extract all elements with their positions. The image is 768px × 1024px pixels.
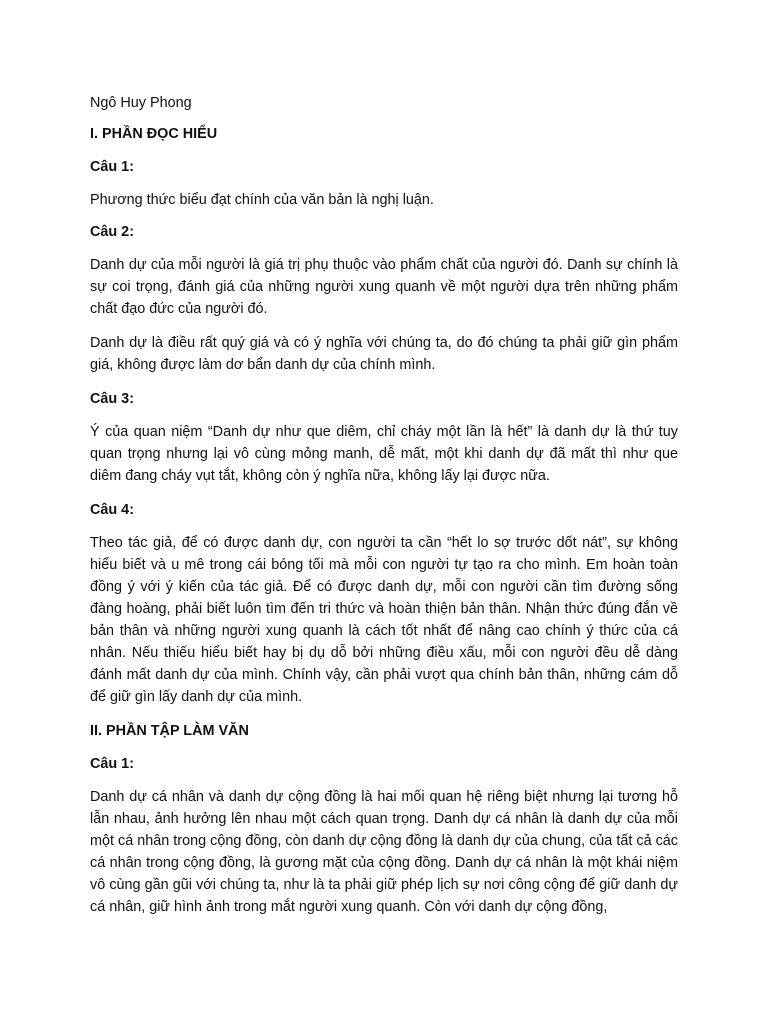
question-label: Câu 2: — [90, 224, 134, 240]
section-title-writing: II. PHẦN TẬP LÀM VĂN — [90, 723, 249, 739]
question-label: Câu 4: — [90, 502, 134, 518]
answer-paragraph: Danh dự là điều rất quý giá và có ý nghĩa với chúng ta, do đó chúng ta phải giữ gìn phẩm giá, không được làm dơ bẩn danh dự của chính mình. — [90, 335, 678, 373]
answer-paragraph: Ý của quan niệm “Danh dự như que diêm, chỉ cháy một lần là hết” là danh dự là thứ tuy quan trọng nhưng lại vô cùng mỏng manh, dễ mất, một khi danh dự đã mất thì như que diêm đang cháy vụt tắt, không còn ý nghĩa nữa, không lấy lại được nữa. — [90, 424, 678, 484]
question-label: Câu 1: — [90, 159, 134, 175]
answer-paragraph: Phương thức biểu đạt chính của văn bản là nghị luận. — [90, 192, 434, 208]
question-label: Câu 3: — [90, 391, 134, 407]
answer-paragraph: Danh dự cá nhân và danh dự cộng đồng là hai mối quan hệ riêng biệt nhưng lại tương hỗ lẫn nhau, ảnh hưởng lên nhau một cách quan trọng. Danh dự cá nhân là danh dự của mỗi một cá nhân trong cộng đồng, còn danh dự cộng đồng là danh dự của chung, của tất cả các cá nhân trong cộng đồng, là gương mặt của cộng đồng. Danh dự cá nhân là một khái niệm vô cùng gần gũi với chúng ta, như là ta phải giữ phép lịch sự nơi công cộng để giữ danh dự cá nhân, giữ hình ảnh trong mắt người xung quanh. Còn với danh dự cộng đồng, — [90, 789, 678, 915]
question-label: Câu 1: — [90, 756, 134, 772]
answer-paragraph: Theo tác giả, để có được danh dự, con người ta cần “hết lo sợ trước dốt nát”, sự không hiểu biết và u mê trong cái bóng tối mà mỗi con người tự tạo ra cho mình. Em hoàn toàn đồng ý với ý kiến của tác giả. Để có được danh dự, mỗi con người cần tìm đường sống đàng hoàng, phải biết luôn tìm đến tri thức và hoàn thiện bản thân. Nhận thức đúng đắn về bản thân và những người xung quanh là cách tốt nhất để nâng cao chính ý thức của cá nhân. Nếu thiếu hiểu biết hay bị dụ dỗ bởi những điều xấu, mỗi con người đều dễ dàng đánh mất danh dự của mình. Chính vậy, cần phải vượt qua chính bản thân, những cám dỗ để giữ gìn lấy danh dự của mình. — [90, 535, 678, 705]
section-title-reading: I. PHẦN ĐỌC HIỂU — [90, 126, 218, 142]
author-name: Ngô Huy Phong — [90, 95, 192, 111]
answer-paragraph: Danh dự của mỗi người là giá trị phụ thuộc vào phẩm chất của người đó. Danh sự chính là sự coi trọng, đánh giá của những người xung quanh về một người dựa trên những phẩm chất đạo đức của người đó. — [90, 257, 678, 317]
